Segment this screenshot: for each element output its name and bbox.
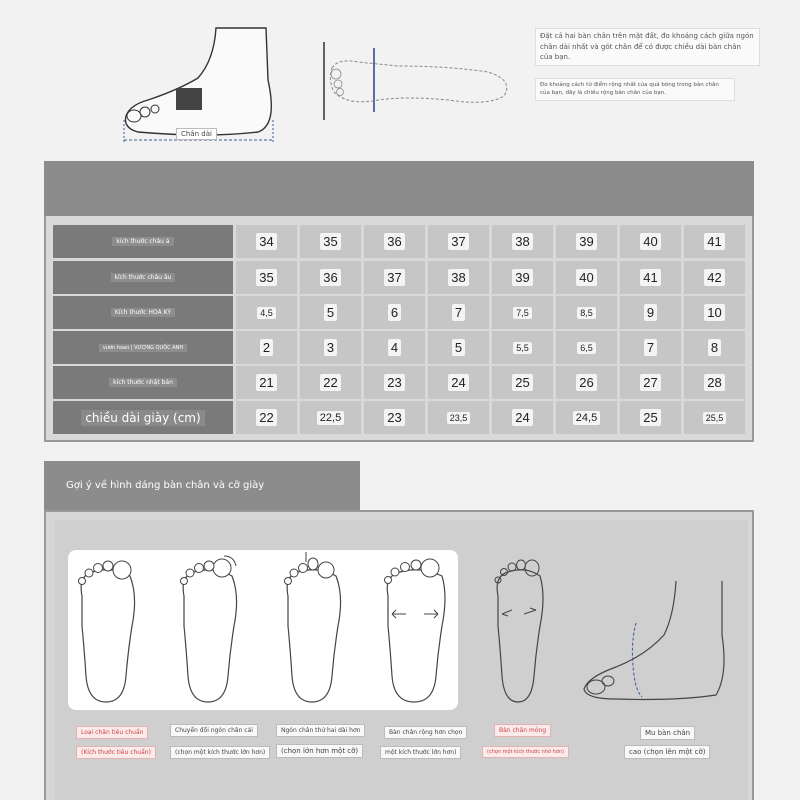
size-value: 36 xyxy=(384,233,404,250)
row-header xyxy=(53,261,233,294)
row-header xyxy=(53,296,233,329)
suggestion-title: Gợi ý về hình dáng bàn chân và cỡ giày xyxy=(66,480,265,491)
size-value: 42 xyxy=(704,269,724,286)
size-value: 23 xyxy=(384,409,404,426)
size-cell xyxy=(556,366,617,399)
size-cell xyxy=(556,296,617,329)
size-value: 5 xyxy=(324,304,337,321)
size-cell xyxy=(492,261,553,294)
top-view-foot-illustration xyxy=(318,40,518,130)
size-cell xyxy=(428,225,489,258)
shape-advice-instep: cao (chọn lên một cỡ) xyxy=(624,745,710,759)
size-value: 36 xyxy=(320,269,340,286)
size-value: 38 xyxy=(512,233,532,250)
size-cell xyxy=(364,331,425,364)
shape-name-second-toe: Ngón chân thứ hai dài hơn xyxy=(276,724,365,737)
size-value: 41 xyxy=(640,269,660,286)
row-header xyxy=(53,401,233,434)
size-value: 22,5 xyxy=(317,411,344,425)
size-cell xyxy=(236,401,297,434)
size-cell xyxy=(236,225,297,258)
size-value: 39 xyxy=(576,233,596,250)
size-cell xyxy=(236,366,297,399)
shape-name-wide: Bàn chân rộng hơn chọn xyxy=(384,726,467,739)
size-value: 23 xyxy=(384,374,404,391)
thin-foot-icon xyxy=(488,552,548,711)
shape-advice-wide: một kích thước lớn hơn) xyxy=(380,746,461,759)
size-cell xyxy=(620,401,681,434)
high-instep-foot-icon xyxy=(576,575,726,710)
instruction-length-note: Đặt cả hai bàn chân trên mặt đất, đo khoảng cách giữa ngón chân dài nhất và gót chân để có được chiều dài bàn chân của bạn. xyxy=(535,28,760,66)
size-cell xyxy=(492,296,553,329)
size-value: 40 xyxy=(640,233,660,250)
size-cell xyxy=(236,331,297,364)
size-value: 3 xyxy=(324,339,337,356)
row-header xyxy=(53,225,233,258)
size-value: 25 xyxy=(512,374,532,391)
standard-foot-icon xyxy=(74,556,140,711)
size-cell xyxy=(236,296,297,329)
size-cell xyxy=(556,401,617,434)
size-cell xyxy=(364,296,425,329)
size-cell xyxy=(684,225,745,258)
size-value: 37 xyxy=(384,269,404,286)
size-value: 24,5 xyxy=(573,411,600,425)
row-label: kích thước châu á xyxy=(112,237,173,246)
foot-length-label: Chân dài xyxy=(176,128,217,140)
size-cell xyxy=(492,366,553,399)
size-table-header-band xyxy=(44,161,754,218)
row-label: Kích thước HOA KỲ xyxy=(111,308,175,317)
size-cell xyxy=(556,261,617,294)
row-label: chiều dài giày (cm) xyxy=(81,410,204,426)
size-cell xyxy=(364,261,425,294)
shape-advice-bunion: (chọn một kích thước lớn hơn) xyxy=(170,746,270,759)
size-value: 9 xyxy=(644,304,657,321)
size-cell xyxy=(620,225,681,258)
size-cell xyxy=(428,401,489,434)
size-value: 4 xyxy=(388,339,401,356)
size-value: 37 xyxy=(448,233,468,250)
size-cell xyxy=(300,296,361,329)
size-value: 8 xyxy=(708,339,721,356)
size-value: 4,5 xyxy=(257,307,276,319)
size-cell xyxy=(684,331,745,364)
size-row-japan xyxy=(53,366,749,399)
row-label: vươn hoan | VƯƠNG QUỐC ANH xyxy=(99,344,187,352)
size-cell xyxy=(620,366,681,399)
size-value: 26 xyxy=(576,374,596,391)
size-cell xyxy=(300,331,361,364)
size-value: 34 xyxy=(256,233,276,250)
suggestion-header-tab xyxy=(44,461,360,511)
size-cell xyxy=(236,261,297,294)
size-value: 40 xyxy=(576,269,596,286)
size-value: 8,5 xyxy=(577,307,596,319)
size-value: 24 xyxy=(512,409,532,426)
row-header xyxy=(53,366,233,399)
shape-name-bunion: Chuyển đổi ngón chân cái xyxy=(170,724,258,737)
shape-name-thin: Bàn chân mỏng xyxy=(494,724,551,737)
size-cell xyxy=(428,296,489,329)
shape-advice-thin: (chọn một kích thước nhỏ hơn) xyxy=(482,746,569,758)
size-value: 23,5 xyxy=(447,412,471,424)
size-value: 27 xyxy=(640,374,660,391)
shape-advice-standard: (Kích thước tiêu chuẩn) xyxy=(76,746,156,759)
size-value: 25,5 xyxy=(703,412,727,424)
row-label: kích thước châu âu xyxy=(111,273,176,282)
size-value: 35 xyxy=(256,269,276,286)
footprint-top-icon xyxy=(318,40,518,130)
size-cell xyxy=(620,331,681,364)
size-value: 5,5 xyxy=(513,342,532,354)
size-cell xyxy=(364,401,425,434)
size-cell xyxy=(620,296,681,329)
size-value: 22 xyxy=(256,409,276,426)
size-row-shoe-length xyxy=(53,401,749,434)
row-label: kích thước nhật bản xyxy=(109,378,177,387)
size-cell xyxy=(300,261,361,294)
size-cell xyxy=(684,401,745,434)
size-value: 10 xyxy=(704,304,724,321)
size-value: 2 xyxy=(260,339,273,356)
size-cell xyxy=(364,225,425,258)
bunion-foot-icon xyxy=(176,552,242,711)
size-cell xyxy=(556,331,617,364)
size-cell xyxy=(300,366,361,399)
size-cell xyxy=(556,225,617,258)
size-value: 21 xyxy=(256,374,276,391)
size-value: 39 xyxy=(512,269,532,286)
size-cell xyxy=(300,225,361,258)
size-row-asia xyxy=(53,225,749,258)
wide-foot-icon xyxy=(382,552,448,711)
size-value: 7 xyxy=(452,304,465,321)
instruction-width-note: Đo khoảng cách từ điểm rộng nhất của quả bóng trong bàn chân của bạn, đây là chiều rộng bàn chân của bạn. xyxy=(535,78,735,101)
size-value: 38 xyxy=(448,269,468,286)
size-row-us xyxy=(53,296,749,329)
size-cell xyxy=(684,261,745,294)
size-cell xyxy=(684,296,745,329)
size-cell xyxy=(428,331,489,364)
size-value: 41 xyxy=(704,233,724,250)
size-cell xyxy=(492,401,553,434)
size-value: 5 xyxy=(452,339,465,356)
size-cell xyxy=(684,366,745,399)
size-value: 6,5 xyxy=(577,342,596,354)
size-cell xyxy=(620,261,681,294)
size-cell xyxy=(364,366,425,399)
row-header xyxy=(53,331,233,364)
size-cell xyxy=(428,261,489,294)
size-cell xyxy=(492,225,553,258)
size-value: 25 xyxy=(640,409,660,426)
size-cell xyxy=(300,401,361,434)
size-value: 24 xyxy=(448,374,468,391)
size-value: 35 xyxy=(320,233,340,250)
size-value: 7 xyxy=(644,339,657,356)
size-row-uk xyxy=(53,331,749,364)
shape-name-instep: Mu bàn chân xyxy=(640,726,695,740)
second-toe-longer-foot-icon xyxy=(280,552,346,711)
size-value: 7,5 xyxy=(513,307,532,319)
shape-advice-second-toe: (chọn lớn hơn một cỡ) xyxy=(276,744,363,758)
size-row-europe xyxy=(53,261,749,294)
size-value: 6 xyxy=(388,304,401,321)
size-cell xyxy=(428,366,489,399)
size-cell xyxy=(492,331,553,364)
size-value: 28 xyxy=(704,374,724,391)
size-value: 22 xyxy=(320,374,340,391)
shape-name-standard: Loại chân tiêu chuẩn xyxy=(76,726,148,739)
